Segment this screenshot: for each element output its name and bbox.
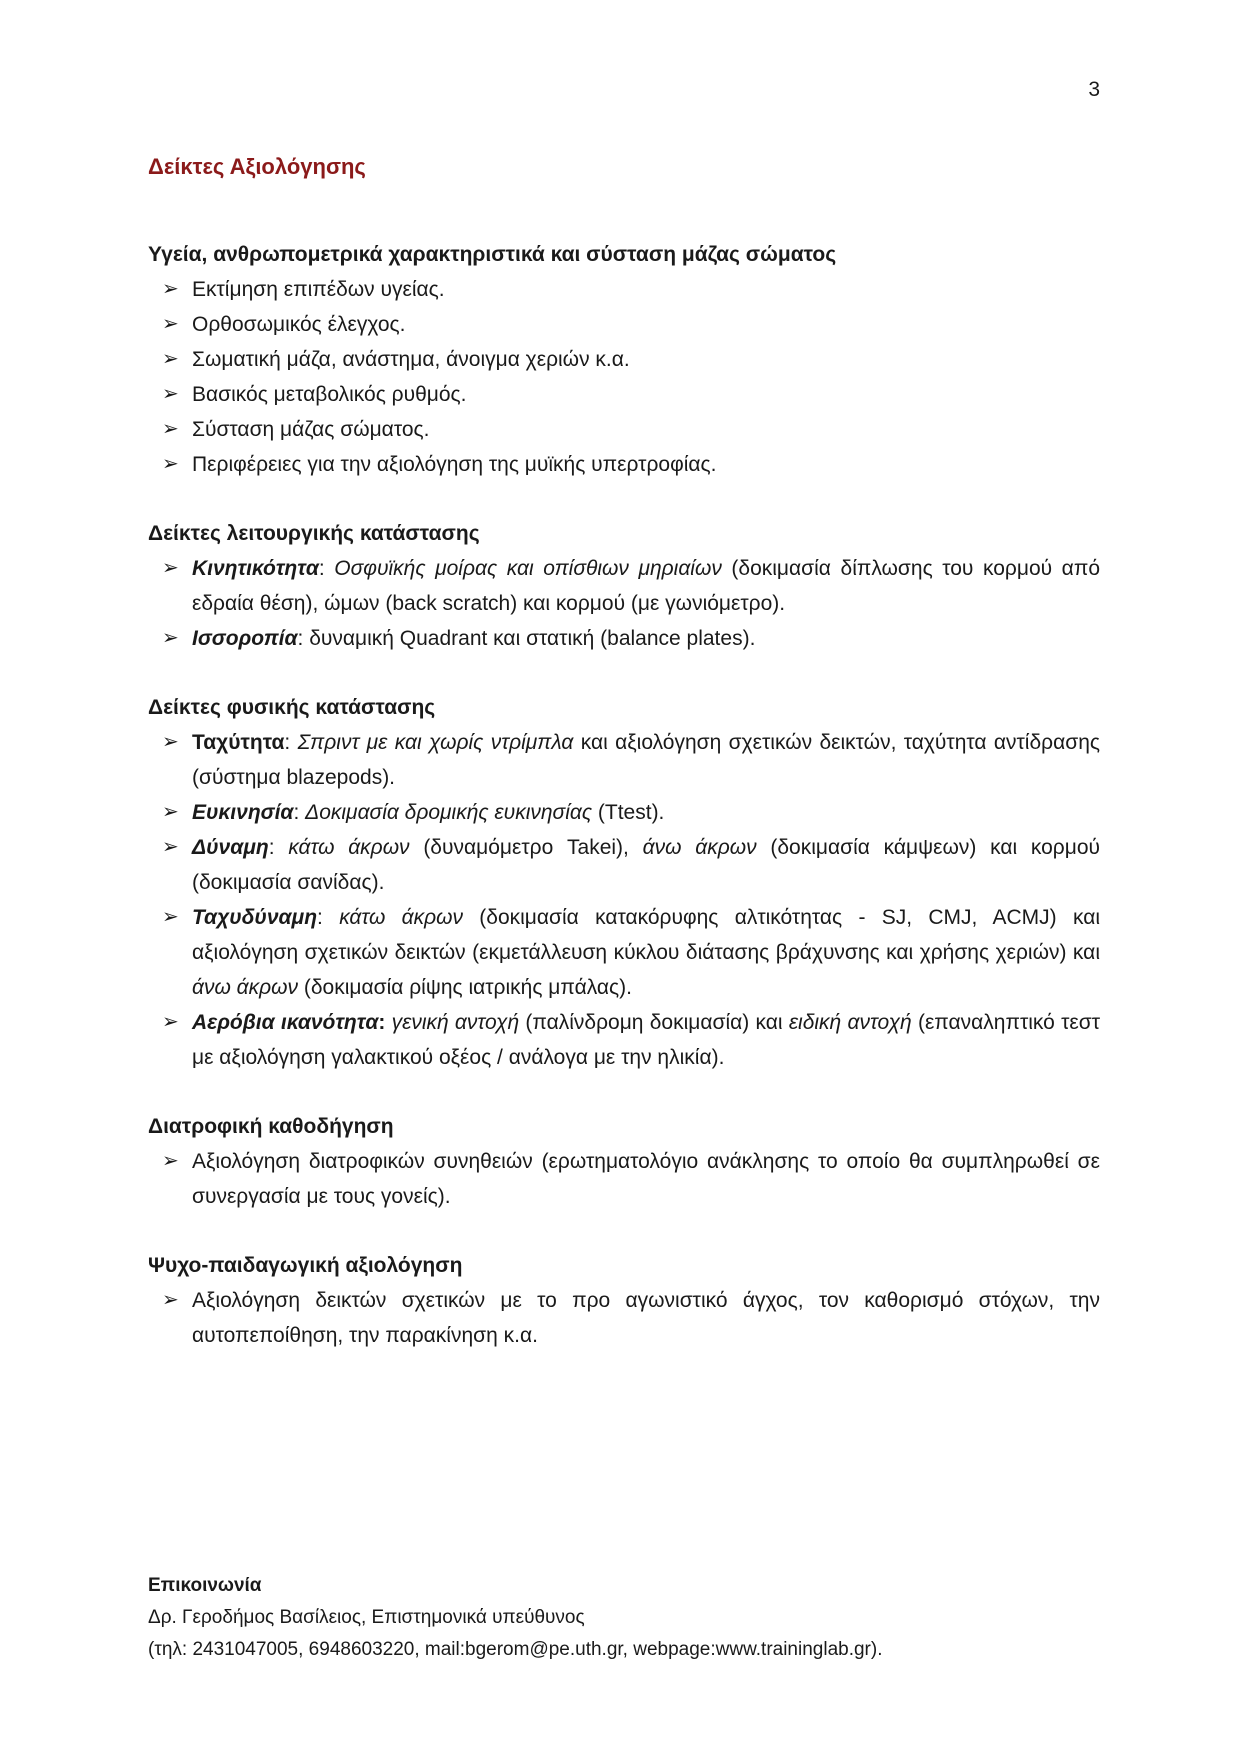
bullet-list xyxy=(148,725,1100,1075)
footer xyxy=(148,1570,1100,1666)
section xyxy=(148,1248,1100,1353)
footer-contact: (τηλ: 2431047005, 6948603220, mail:bgerom@pe.uth.gr, webpage:www.traininglab.gr). xyxy=(148,1639,883,1660)
bullet-list xyxy=(148,272,1100,482)
arrow-bullet-icon: ➢ xyxy=(162,418,179,440)
arrow-bullet-icon: ➢ xyxy=(162,1150,179,1172)
list-item xyxy=(148,725,1100,795)
text-run: Σύσταση μάζας σώματος. xyxy=(192,418,430,441)
page-title: Δείκτες Αξιολόγησης xyxy=(148,154,366,179)
bullet-list xyxy=(148,1283,1100,1353)
text-run: Ορθοσωμικός έλεγχος. xyxy=(192,313,406,336)
text-run: : xyxy=(378,1011,386,1034)
arrow-bullet-icon: ➢ xyxy=(162,348,179,370)
arrow-bullet-icon: ➢ xyxy=(162,836,179,858)
section xyxy=(148,690,1100,1075)
footer-name: Δρ. Γεροδήμος Βασίλειος, Επιστημονικά υπεύθυνος xyxy=(148,1607,585,1628)
arrow-bullet-icon: ➢ xyxy=(162,627,179,649)
list-item xyxy=(148,412,1100,447)
list-item xyxy=(148,830,1100,900)
section-heading: Ψυχο-παιδαγωγική αξιολόγηση xyxy=(148,1254,463,1277)
text-run: Κινητικότητα xyxy=(192,557,319,580)
arrow-bullet-icon: ➢ xyxy=(162,906,179,928)
text-run: : δυναμική Quadrant και στατική (balance plates). xyxy=(297,627,756,650)
arrow-bullet-icon: ➢ xyxy=(162,383,179,405)
list-item xyxy=(148,447,1100,482)
text-run: Δοκιμασία δρομικής ευκινησίας xyxy=(305,801,593,824)
list-item xyxy=(148,551,1100,621)
text-run: : xyxy=(293,801,306,824)
section xyxy=(148,237,1100,482)
text-run: : xyxy=(317,906,340,929)
bullet-list xyxy=(148,1144,1100,1214)
text-run: άνω άκρων xyxy=(642,836,757,859)
list-item xyxy=(148,621,1100,656)
arrow-bullet-icon: ➢ xyxy=(162,453,179,475)
text-run: Περιφέρειες για την αξιολόγηση της μυϊκής υπερτροφίας. xyxy=(192,453,717,476)
text-run: Αξιολόγηση δεικτών σχετικών με το προ αγωνιστικό άγχος, τον καθορισμό στόχων, την αυτοπεποίθηση, την παρακίνηση κ.α. xyxy=(192,1289,1100,1347)
text-run: : xyxy=(268,836,289,859)
section-heading: Υγεία, ανθρωπομετρικά χαρακτηριστικά και σύσταση μάζας σώματος xyxy=(148,243,837,266)
arrow-bullet-icon: ➢ xyxy=(162,278,179,300)
text-run: Σπριντ με και χωρίς ντρίμπλα xyxy=(297,731,574,754)
text-run: Ταχύτητα xyxy=(192,731,285,754)
list-item xyxy=(148,272,1100,307)
text-run: Ισσοροπία xyxy=(192,627,298,650)
text-run: Αερόβια ικανότητα xyxy=(192,1011,379,1034)
text-run: : xyxy=(284,731,298,754)
arrow-bullet-icon: ➢ xyxy=(162,557,179,579)
page-number: 3 xyxy=(1088,78,1100,101)
text-run: Βασικός μεταβολικός ρυθμός. xyxy=(192,383,467,406)
text-run: (δοκιμασία δίπλωσης του κορμού από εδραία θέση), ώμων (back scratch) και κορμού (με γωνιόμετρο). xyxy=(192,557,1100,615)
text-run: Οσφυϊκής μοίρας και οπίσθιων μηριαίων xyxy=(334,557,722,580)
list-item xyxy=(148,900,1100,1005)
text-run: (δοκιμασία ρίψης ιατρικής μπάλας). xyxy=(298,976,633,999)
list-item xyxy=(148,307,1100,342)
text-run: ειδική αντοχή xyxy=(788,1011,912,1034)
document-body xyxy=(148,152,1100,1387)
list-item xyxy=(148,1283,1100,1353)
text-run: (παλίνδρομη δοκιμασία) και xyxy=(519,1011,789,1034)
text-run: κάτω άκρων xyxy=(339,906,463,929)
text-run: Σωματική μάζα, ανάστημα, άνοιγμα χεριών κ.α. xyxy=(192,348,630,371)
text-run: κάτω άκρων xyxy=(288,836,410,859)
section-heading: Δείκτες λειτουργικής κατάστασης xyxy=(148,522,480,545)
text-run: Δύναμη xyxy=(192,836,269,859)
section xyxy=(148,516,1100,656)
text-run: Ταχυδύναμη xyxy=(192,906,318,929)
sections-container xyxy=(148,237,1100,1353)
section xyxy=(148,1109,1100,1214)
text-run: και αξιολόγηση σχετικών δεικτών, ταχύτητα αντίδρασης (σύστημα blazepods). xyxy=(192,731,1101,789)
arrow-bullet-icon: ➢ xyxy=(162,1289,179,1311)
arrow-bullet-icon: ➢ xyxy=(162,313,179,335)
list-item xyxy=(148,342,1100,377)
text-run: άνω άκρων xyxy=(192,976,299,999)
text-run: (δοκιμασία κατακόρυφης αλτικότητας - SJ, CMJ, ACMJ) και αξιολόγηση σχετικών δεικτών (εκμετάλλευση κύκλου διάτασης βράχυνσης και χρήσης χεριών) και xyxy=(192,906,1101,964)
text-run: (Ttest). xyxy=(592,801,665,824)
list-item xyxy=(148,377,1100,412)
arrow-bullet-icon: ➢ xyxy=(162,731,179,753)
text-run: Αξιολόγηση διατροφικών συνηθειών (ερωτηματολόγιο ανάκλησης το οποίο θα συμπληρωθεί σε συνεργασία με τους γονείς). xyxy=(192,1150,1100,1208)
list-item xyxy=(148,795,1100,830)
text-run: (επαναληπτικό τεστ με αξιολόγηση γαλακτικού οξέος / ανάλογα με την ηλικία). xyxy=(192,1011,1100,1069)
list-item xyxy=(148,1144,1100,1214)
text-run: Εκτίμηση επιπέδων υγείας. xyxy=(192,278,445,301)
text-run: : xyxy=(318,557,335,580)
bullet-list xyxy=(148,551,1100,656)
text-run: (δοκιμασία κάμψεων) και κορμού (δοκιμασία σανίδας). xyxy=(192,836,1101,894)
list-item xyxy=(148,1005,1100,1075)
text-run: γενική αντοχή xyxy=(391,1011,520,1034)
arrow-bullet-icon: ➢ xyxy=(162,801,179,823)
arrow-bullet-icon: ➢ xyxy=(162,1011,179,1033)
section-heading: Δείκτες φυσικής κατάστασης xyxy=(148,696,436,719)
section-heading: Διατροφική καθοδήγηση xyxy=(148,1115,394,1138)
text-run: (δυναμόμετρο Takei), xyxy=(409,836,643,859)
text-run: Ευκινησία xyxy=(192,801,294,824)
footer-title: Επικοινωνία xyxy=(148,1575,262,1596)
